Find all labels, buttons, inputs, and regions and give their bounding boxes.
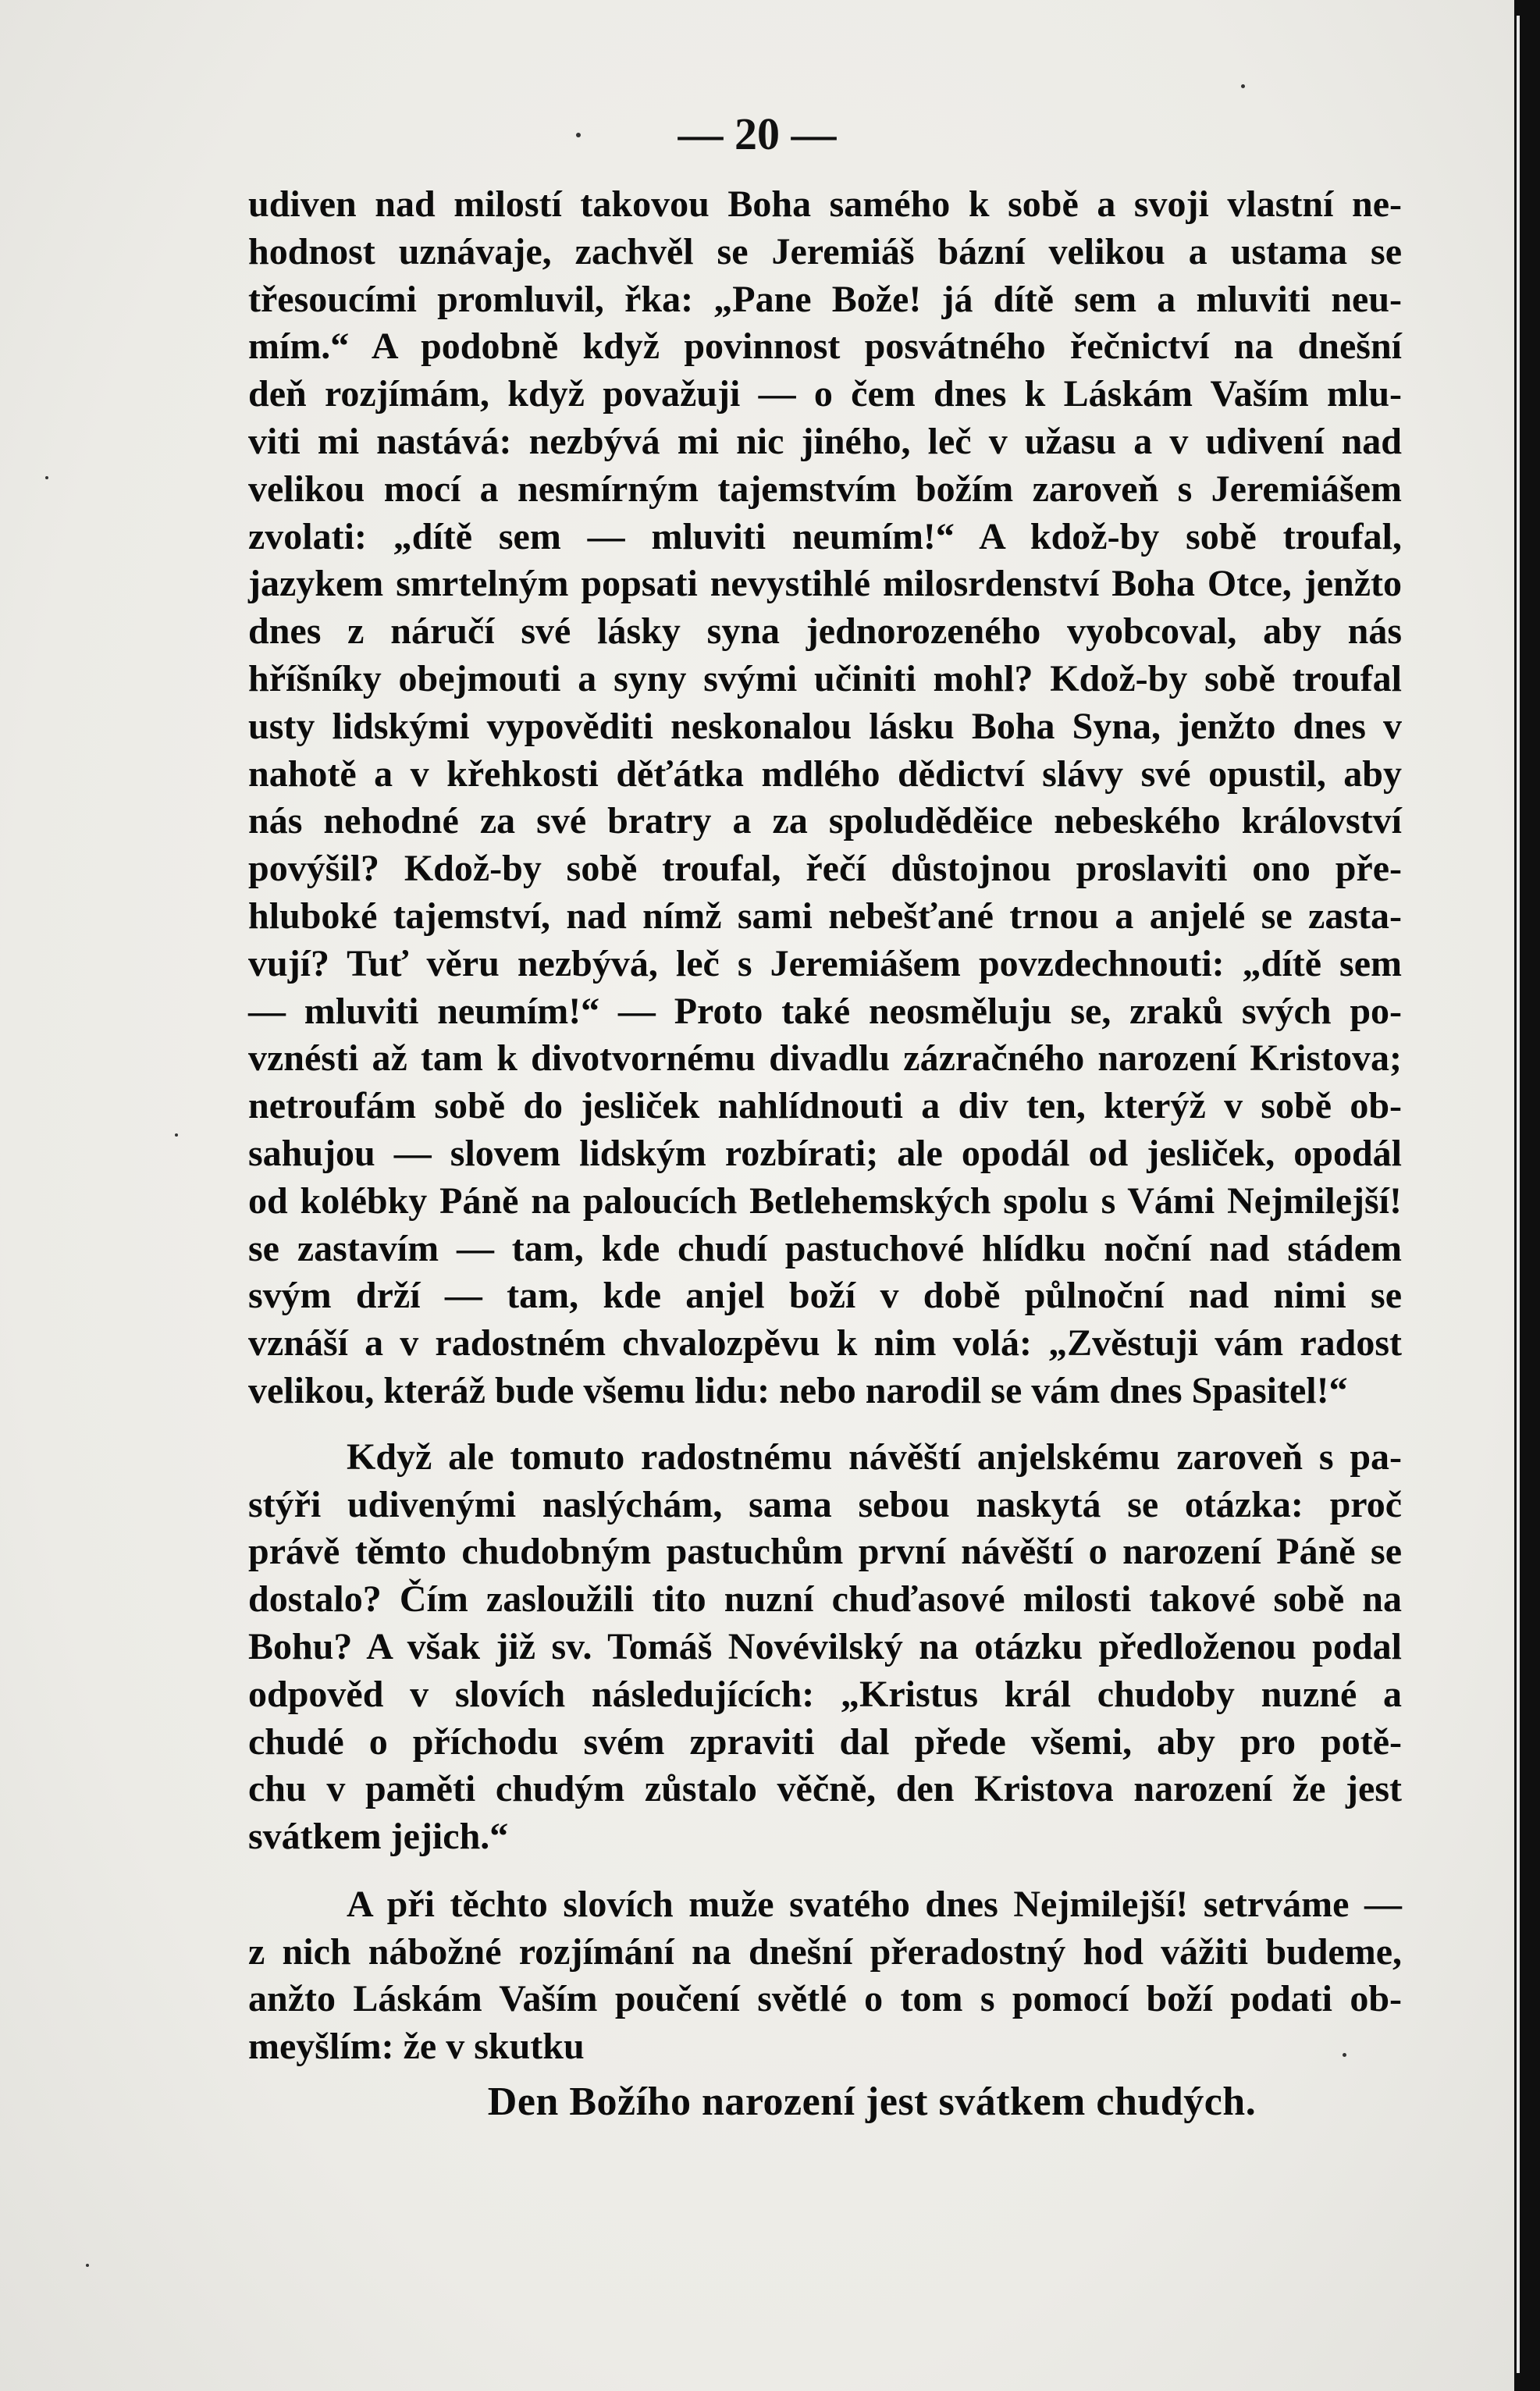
text-line: hodnost uznávaje, zachvěl se Jeremiáš bázní velikou a ustama se bbox=[248, 230, 1402, 272]
text-line: velikou mocí a nesmírným tajemstvím božím zaroveň s Jeremiášem bbox=[248, 468, 1402, 510]
print-speck bbox=[576, 133, 581, 137]
text-line: zvolati: „dítě sem — mluviti neumím!“ A kdož-by sobě troufal, bbox=[248, 515, 1402, 557]
text-line: hluboké tajemství, nad nímž sami nebešťané trnou a anjelé se zasta- bbox=[248, 895, 1402, 937]
text-line: právě těmto chudobným pastuchům první návěští o narození Páně se bbox=[248, 1531, 1402, 1573]
text-line: usty lidskými vypověditi neskonalou lásku Boha Syna, jenžto dnes v bbox=[248, 705, 1402, 747]
text-line: svým drží — tam, kde anjel boží v době půlnoční nad nimi se bbox=[248, 1275, 1402, 1317]
print-speck bbox=[1241, 84, 1245, 88]
text-line: meyšlím: že v skutku bbox=[248, 2026, 585, 2068]
text-line: mím.“ A podobně když povinnost posvátného řečnictví na dnešní bbox=[248, 326, 1402, 368]
paragraph-2 bbox=[248, 1434, 1402, 1861]
text-line: velikou, kteráž bude všemu lidu: nebo narodil se vám dnes Spasitel!“ bbox=[248, 1369, 1348, 1411]
text-line: sahujou — slovem lidským rozbírati; ale opodál od jesliček, opodál bbox=[248, 1132, 1402, 1174]
paragraph-3 bbox=[248, 1881, 1402, 2071]
text-line: netroufám sobě do jesliček nahlídnouti a div ten, kterýž v sobě ob- bbox=[248, 1085, 1402, 1127]
text-line: Bohu? A však již sv. Tomáš Novévilský na otázku předloženou podal bbox=[248, 1625, 1402, 1667]
body-text bbox=[248, 181, 1402, 2126]
text-line: z nich nábožné rozjímání na dnešní přeradostný hod vážiti budeme, bbox=[248, 1930, 1402, 1973]
text-line: udiven nad milostí takovou Boha samého k sobě a svoji vlastní ne- bbox=[248, 183, 1402, 225]
text-line: se zastavím — tam, kde chudí pastuchové hlídku noční nad stádem bbox=[248, 1227, 1402, 1269]
text-line: odpověd v slovích následujících: „Kristus král chudoby nuzné a bbox=[248, 1673, 1402, 1715]
text-line: chudé o příchodu svém zpraviti dal přede všemi, aby pro potě- bbox=[248, 1720, 1402, 1763]
text-line: stýři udivenými naslýchám, sama sebou naskytá se otázka: proč bbox=[248, 1483, 1402, 1525]
binding-edge bbox=[1517, 16, 1520, 2373]
text-line: jazykem smrtelným popsati nevystihlé milosrdenství Boha Otce, jenžto bbox=[248, 563, 1402, 605]
text-line: vznáší a v radostném chvalozpěvu k nim volá: „Zvěstuji vám radost bbox=[248, 1322, 1402, 1365]
print-speck bbox=[45, 476, 48, 479]
section-heading: Den Božího narození jest svátkem chudých. bbox=[487, 2080, 1257, 2125]
print-speck bbox=[175, 1133, 178, 1137]
text-line: chu v paměti chudým zůstalo věčně, den Kristova narození že jest bbox=[248, 1768, 1402, 1810]
print-speck bbox=[86, 2264, 89, 2267]
text-line: deň rozjímám, když považuji — o čem dnes k Láskám Vaším mlu- bbox=[248, 373, 1402, 415]
text-line: — mluviti neumím!“ — Proto také neosměluju se, zraků svých po- bbox=[248, 990, 1402, 1032]
text-line: od kolébky Páně na paloucích Betlehemských spolu s Vámi Nejmilejší! bbox=[248, 1179, 1402, 1222]
text-line: dnes z náručí své lásky syna jednorozeného vyobcoval, aby nás bbox=[248, 610, 1402, 653]
text-line: viti mi nastává: nezbývá mi nic jiného, leč v užasu a v udivení nad bbox=[248, 420, 1402, 462]
text-line: dostalo? Čím zasloužili tito nuzní chuďasové milosti takové sobě na bbox=[248, 1578, 1402, 1621]
text-line: svátkem jejich.“ bbox=[248, 1816, 509, 1858]
text-line: nahotě a v křehkosti děťátka mdlého dědictví slávy své opustil, aby bbox=[248, 753, 1402, 795]
text-line: nás nehodné za své bratry a za spoluděděice nebeského království bbox=[248, 800, 1402, 842]
text-line: třesoucími promluvil, řka: „Pane Bože! já dítě sem a mluviti neu- bbox=[248, 278, 1402, 320]
text-line: hříšníky obejmouti a syny svými učiniti mohl? Kdož-by sobě troufal bbox=[248, 657, 1402, 699]
paragraph-1 bbox=[248, 181, 1402, 1415]
text-line: Když ale tomuto radostnému návěští anjelskému zaroveň s pa- bbox=[347, 1436, 1402, 1478]
text-line: vují? Tuť věru nezbývá, leč s Jeremiášem povzdechnouti: „dítě sem bbox=[248, 942, 1402, 984]
text-line: povýšil? Kdož-by sobě troufal, řečí důstojnou proslaviti ono pře- bbox=[248, 848, 1402, 890]
text-line: vznésti až tam k divotvornému divadlu zázračného narození Kristova; bbox=[248, 1037, 1402, 1080]
page-number: — 20 — bbox=[678, 109, 837, 159]
text-line: A při těchto slovích muže svatého dnes Nejmilejší! setrváme — bbox=[347, 1883, 1402, 1925]
print-speck bbox=[1343, 2053, 1346, 2057]
text-line: anžto Láskám Vaším poučení světlé o tom s pomocí boží podati ob- bbox=[248, 1978, 1402, 2020]
